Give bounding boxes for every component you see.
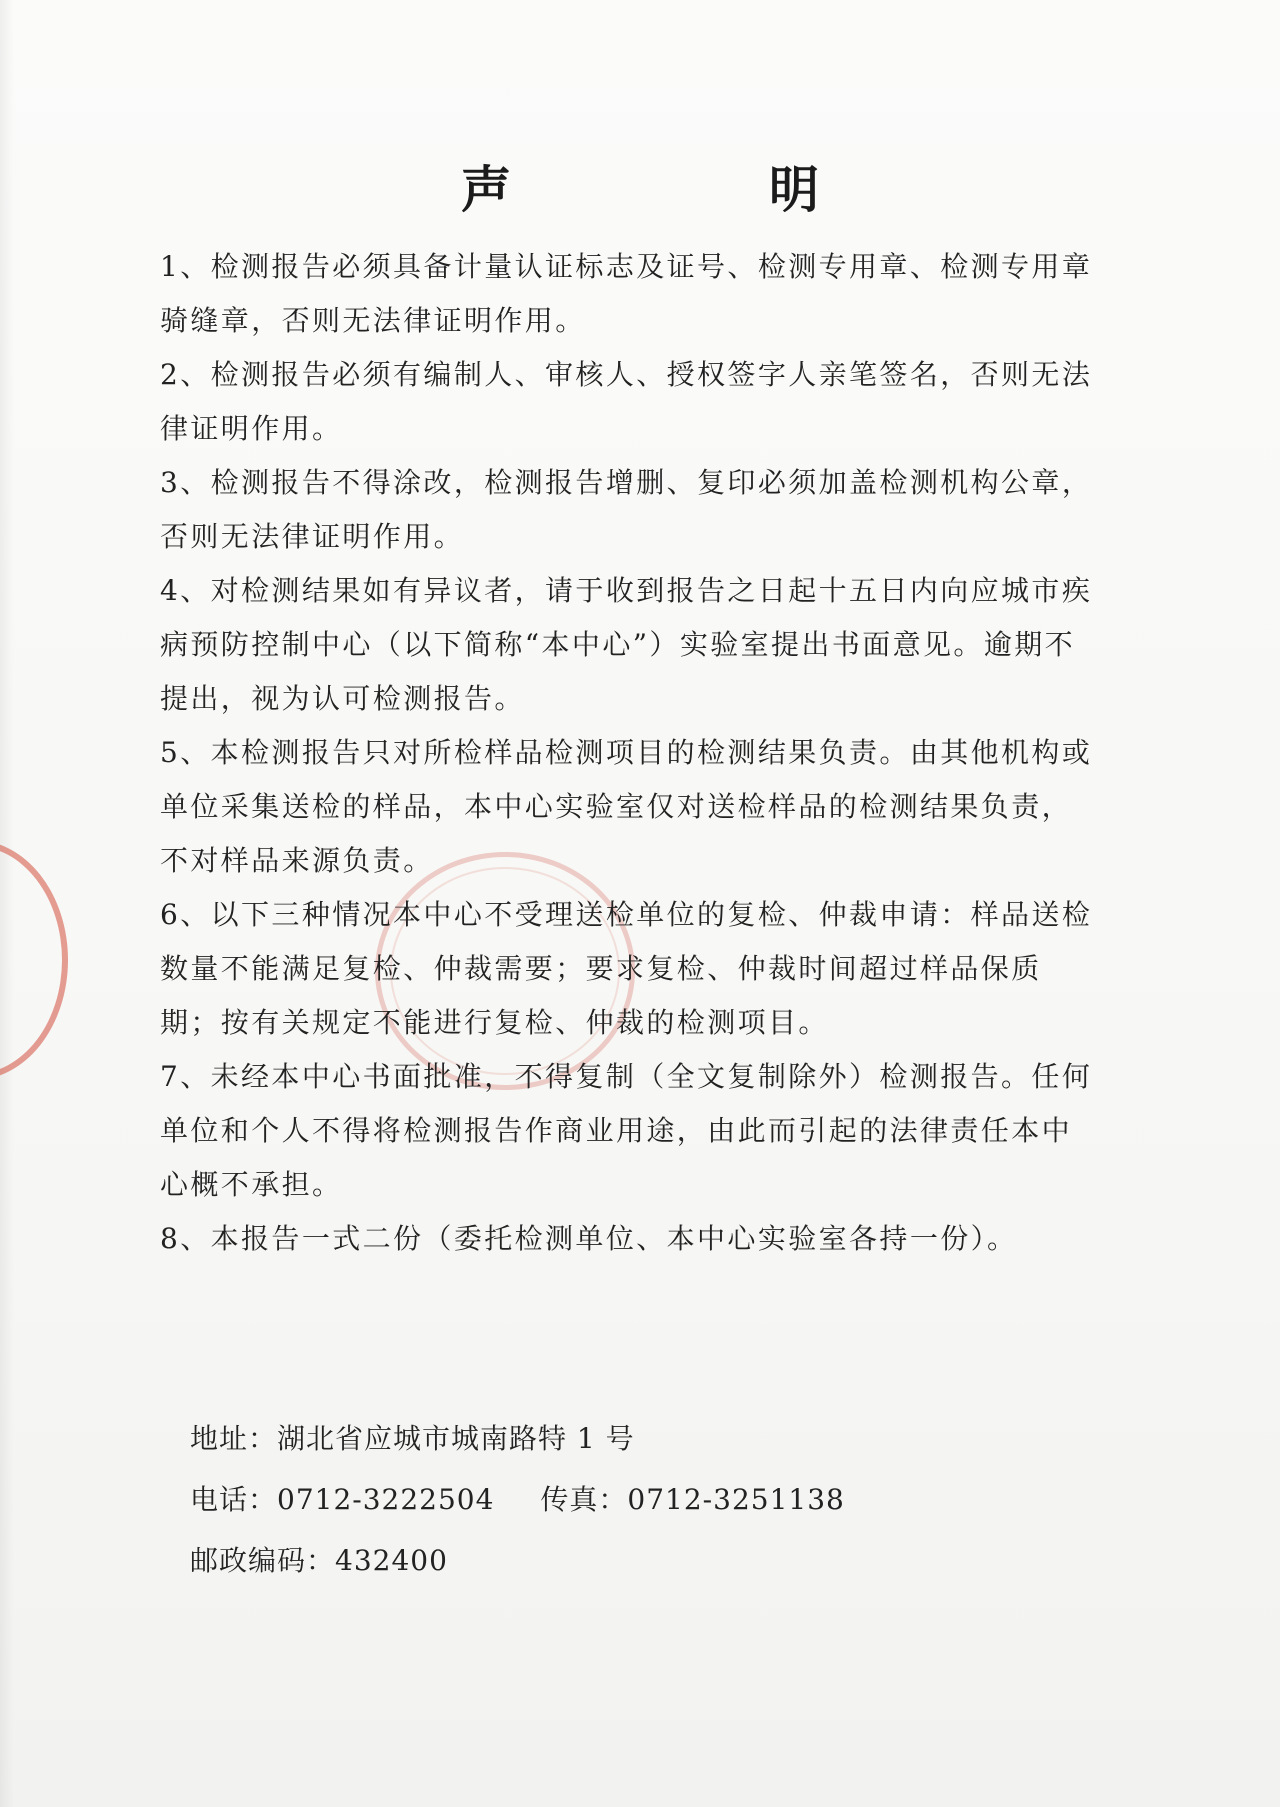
postcode-line: 邮政编码：432400 <box>190 1544 448 1577</box>
fax-number: 传真：0712-3251138 <box>540 1483 845 1516</box>
clause-item-6: 6、以下三种情况本中心不受理送检单位的复检、仲裁申请：样品送检数量不能满足复检、仲裁需要；要求复检、仲裁时间超过样品保质期；按有关规定不能进行复检、仲裁的检测项目。 <box>160 898 1093 1039</box>
red-seal-stamp-left <box>0 840 68 1080</box>
page-title: 声 明 <box>461 161 923 219</box>
clause-item-1: 1、检测报告必须具备计量认证标志及证号、检测专用章、检测专用章骑缝章，否则无法律证明作用。 <box>160 250 1093 337</box>
clause-item-2: 2、检测报告必须有编制人、审核人、授权签字人亲笔签名，否则无法律证明作用。 <box>160 358 1093 445</box>
clause-item-7: 7、未经本中心书面批准，不得复制（全文复制除外）检测报告。任何单位和个人不得将检测报告作商业用途，由此而引起的法律责任本中心概不承担。 <box>160 1060 1093 1201</box>
clause-item-8: 8、本报告一式二份（委托检测单位、本中心实验室各持一份）。 <box>160 1222 1018 1255</box>
phone-fax-line <box>190 1469 1090 1530</box>
clause-item-4: 4、对检测结果如有异议者，请于收到报告之日起十五日内向应城市疾病预防控制中心（以下简称“本中心”）实验室提出书面意见。逾期不提出，视为认可检测报告。 <box>160 574 1093 715</box>
clause-item-5: 5、本检测报告只对所检样品检测项目的检测结果负责。由其他机构或单位采集送检的样品，本中心实验室仅对送检样品的检测结果负责，不对样品来源负责。 <box>160 736 1093 877</box>
phone-number: 电话：0712-3222504 <box>190 1483 495 1516</box>
clause-list <box>160 240 1100 1266</box>
address-line: 地址：湖北省应城市城南路特 1 号 <box>190 1422 635 1455</box>
clause-item-3: 3、检测报告不得涂改，检测报告增删、复印必须加盖检测机构公章，否则无法律证明作用。 <box>160 466 1093 553</box>
contact-info <box>190 1408 1090 1591</box>
